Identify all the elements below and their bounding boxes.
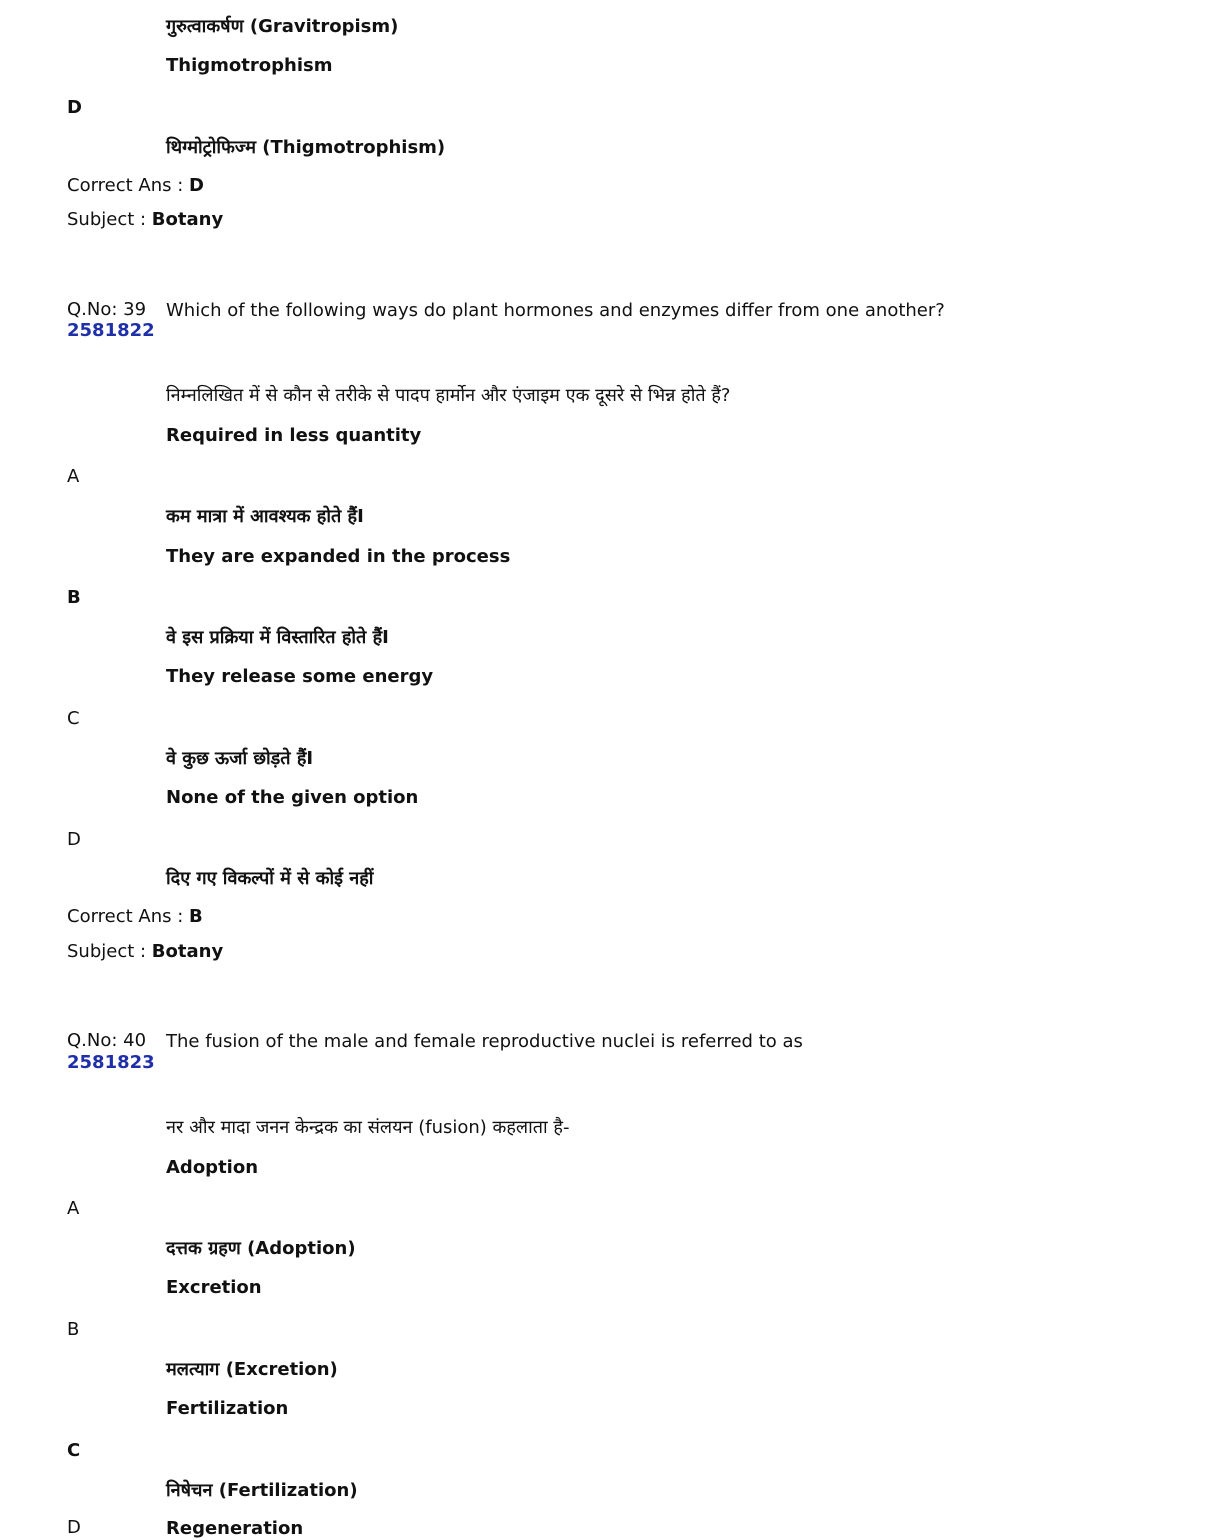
correct-answer-label: Correct Ans :	[67, 175, 190, 196]
option-a-letter: A	[67, 466, 80, 487]
option-c-hindi: वे कुछ ऊर्जा छोड़ते हैंI	[166, 748, 314, 769]
subject-label: Subject :	[67, 941, 152, 962]
option-d-english: None of the given option	[166, 787, 419, 808]
prev-option-d-hindi: थिग्मोट्रोफिज्म (Thigmotrophism)	[166, 137, 446, 158]
question-text-english: The fusion of the male and female reproductive nuclei is referred to as	[166, 1031, 803, 1052]
option-a-letter: A	[67, 1198, 80, 1219]
option-a-hindi: दत्तक ग्रहण (Adoption)	[166, 1238, 356, 1259]
option-a-hindi: कम मात्रा में आवश्यक होते हैंI	[166, 506, 364, 527]
option-b-letter: B	[67, 1319, 80, 1340]
subject	[67, 941, 223, 963]
option-b-english: Excretion	[166, 1277, 262, 1298]
option-b-hindi: मलत्याग (Excretion)	[166, 1359, 338, 1380]
option-c-hindi: निषेचन (Fertilization)	[166, 1480, 358, 1501]
correct-answer-value: D	[189, 175, 204, 196]
subject-value: Botany	[151, 941, 224, 962]
option-c-letter: C	[67, 708, 80, 729]
option-c-letter: C	[67, 1440, 81, 1461]
subject-label: Subject :	[67, 209, 152, 230]
question-number: Q.No: 39	[67, 299, 147, 320]
option-b-letter: B	[67, 587, 81, 608]
question-id: 2581822	[67, 320, 155, 341]
option-a-english: Adoption	[166, 1157, 259, 1178]
option-a-english: Required in less quantity	[166, 425, 422, 446]
option-b-hindi: वे इस प्रक्रिया में विस्तारित होते हैंI	[166, 627, 389, 648]
question-text-hindi: नर और मादा जनन केन्द्रक का संलयन (fusion) कहलाता है-	[166, 1117, 570, 1138]
question-number: Q.No: 40	[67, 1030, 147, 1051]
option-d-hindi: दिए गए विकल्पों में से कोई नहीं	[166, 868, 374, 889]
option-d-letter: D	[67, 1517, 81, 1538]
prev-option-d-english: Thigmotrophism	[166, 55, 333, 76]
question-text-english: Which of the following ways do plant hormones and enzymes differ from one another?	[166, 300, 945, 321]
option-b-english: They are expanded in the process	[166, 546, 511, 567]
correct-answer-value: B	[189, 906, 203, 927]
prev-subject	[67, 209, 223, 231]
prev-correct-answer	[67, 175, 204, 197]
correct-answer	[67, 906, 203, 928]
prev-option-d-letter: D	[67, 97, 82, 118]
question-text-hindi: निम्नलिखित में से कौन से तरीके से पादप हार्मोन और एंजाइम एक दूसरे से भिन्न होते हैं?	[166, 385, 731, 406]
subject-value: Botany	[151, 209, 224, 230]
question-id: 2581823	[67, 1052, 155, 1073]
prev-option-c-hindi: गुरुत्वाकर्षण (Gravitropism)	[166, 16, 399, 37]
option-c-english: They release some energy	[166, 666, 434, 687]
correct-answer-label: Correct Ans :	[67, 906, 190, 927]
option-d-letter: D	[67, 829, 81, 850]
option-c-english: Fertilization	[166, 1398, 289, 1419]
option-d-english: Regeneration	[166, 1518, 304, 1539]
